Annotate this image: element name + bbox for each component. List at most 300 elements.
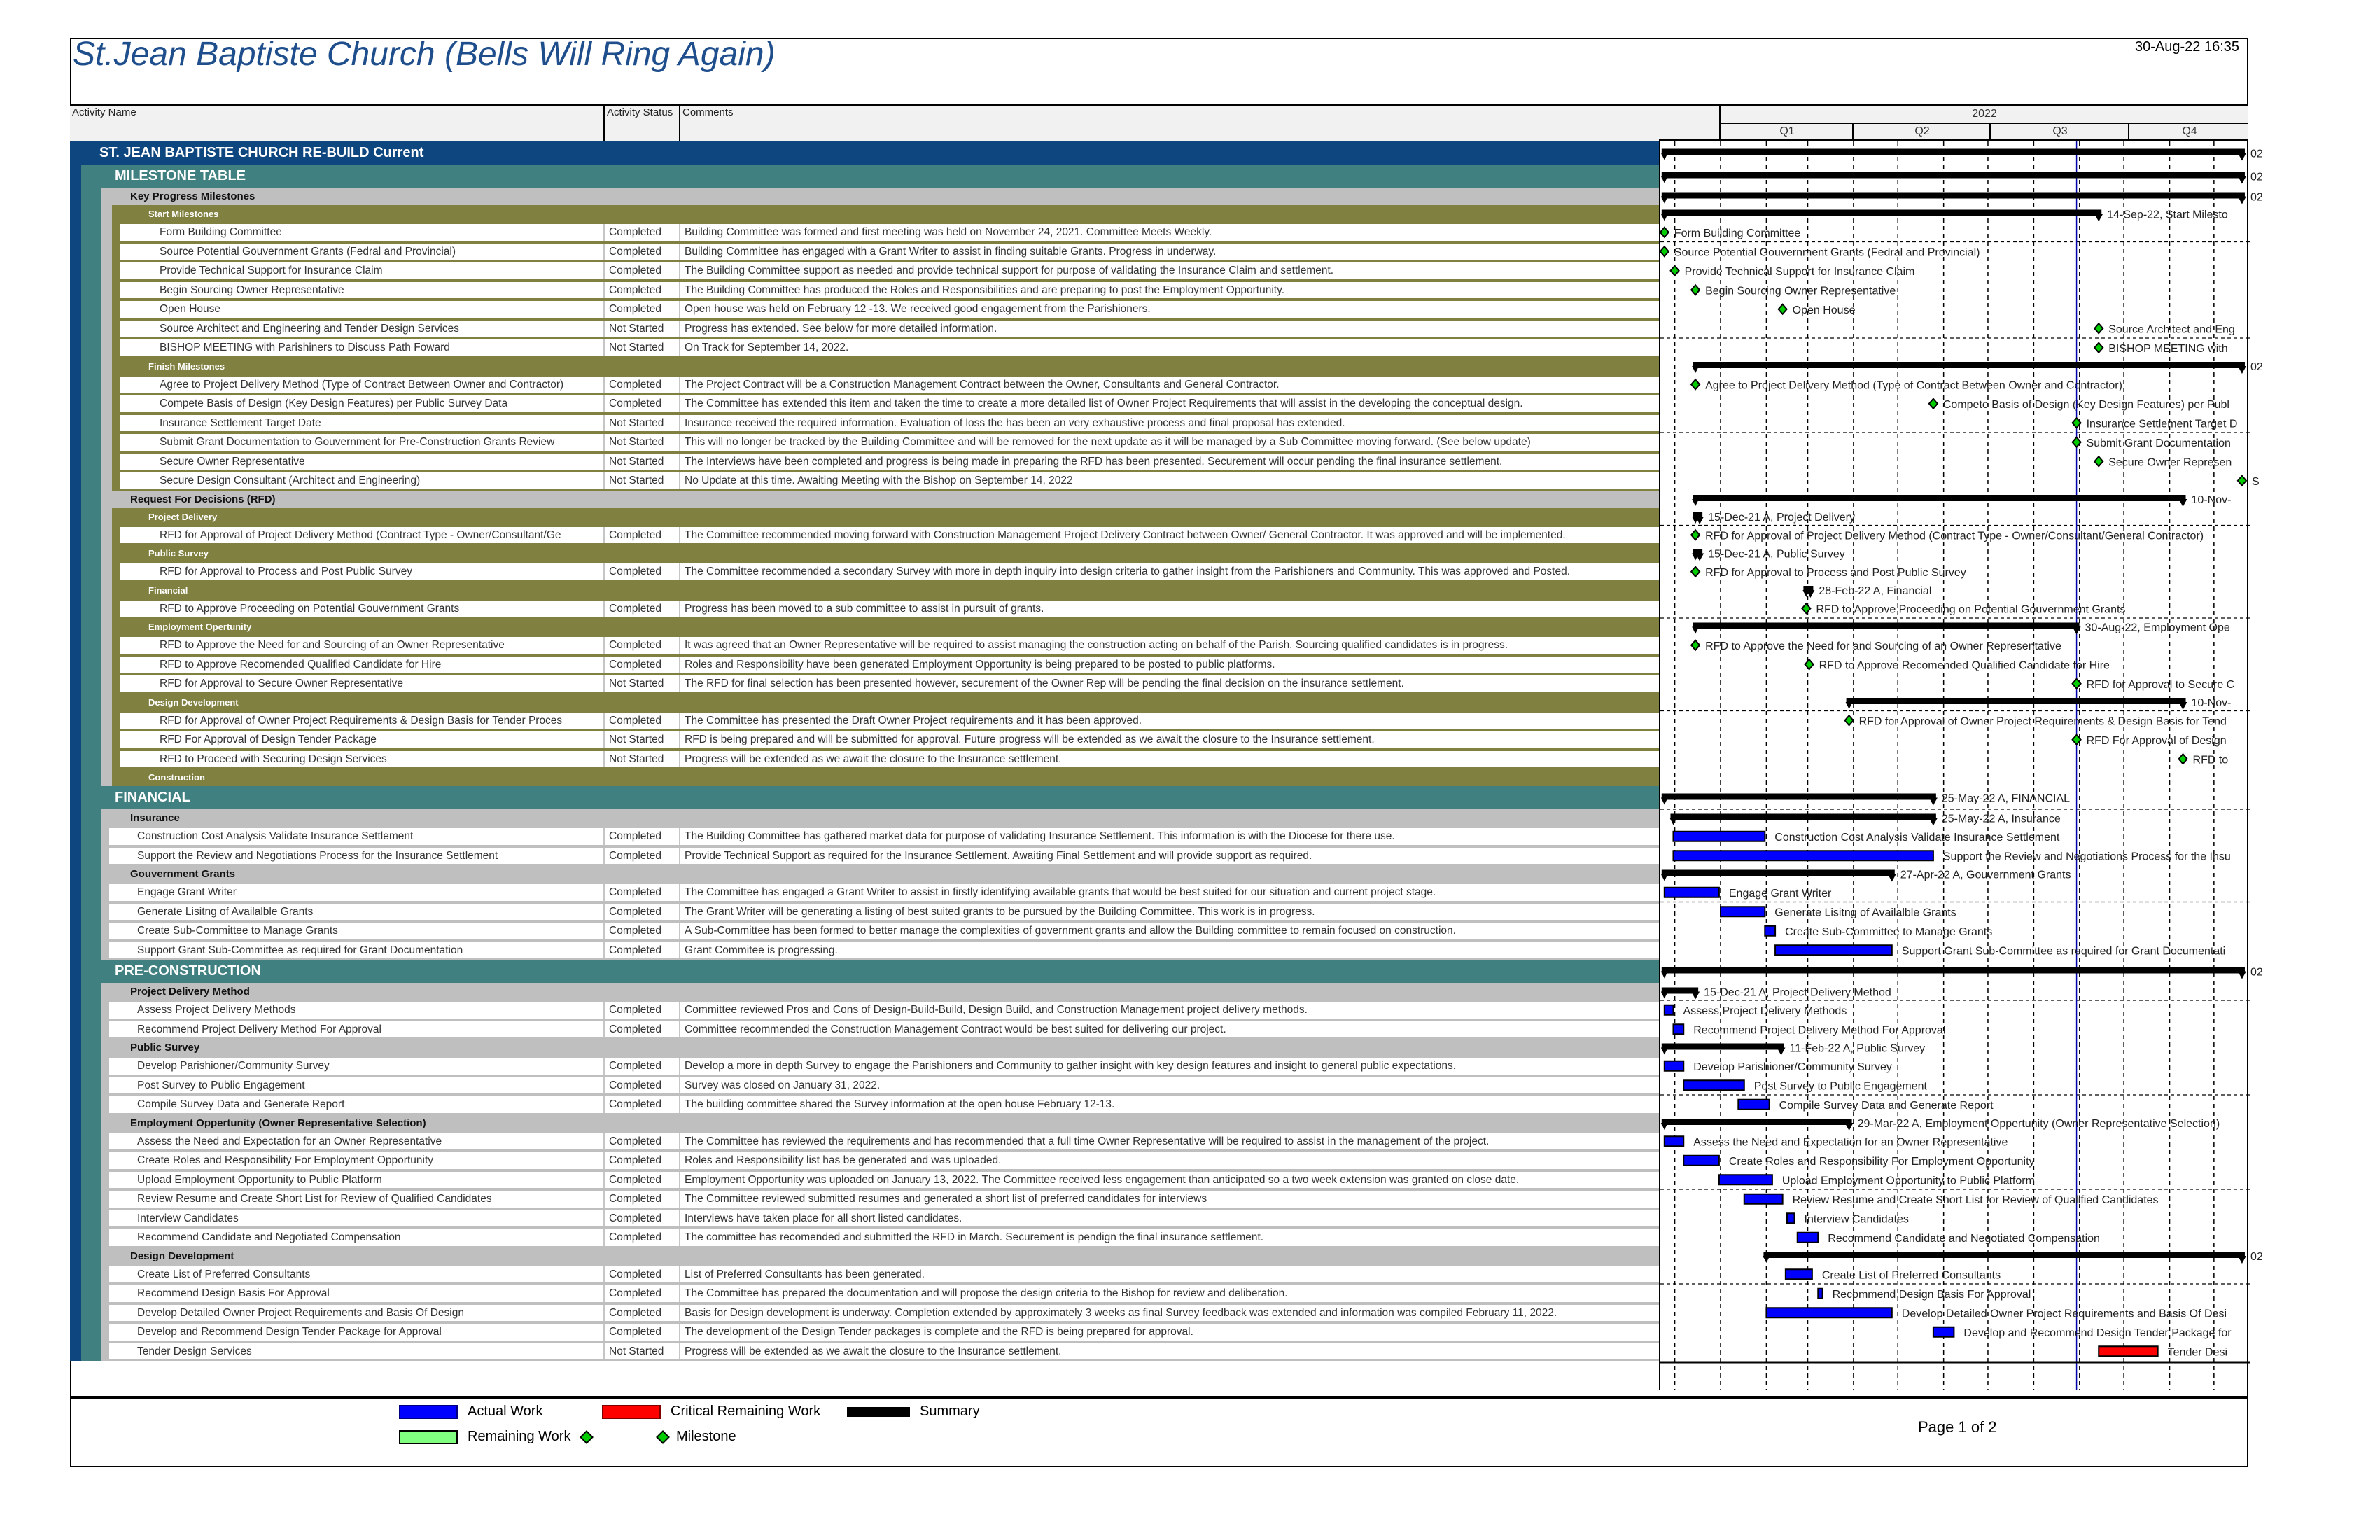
activity-row[interactable] [70,1228,1659,1247]
activity-comment: The Committee recommended a secondary Survey with more in depth inquiry into design criteria to gather insight from the Parishioners and Community. This was approved and Posted. [680,564,1659,580]
activity-name: Assess Project Delivery Methods [109,1002,605,1018]
wbs-name: Key Progress Milestones [130,190,255,202]
activity-status: Completed [605,828,680,845]
wbs-band [101,983,1659,1000]
milestone-diamond [2238,476,2246,486]
activity-name: Support the Review and Negotiations Process for the Insurance Settlement [109,848,605,864]
summary-label: 02 [2250,148,2263,160]
milestone-label: Submit Grant Documentation [2086,437,2231,449]
activity-name: RFD for Approval to Process and Post Public Survey [120,564,605,580]
column-header-activity-name[interactable]: Activity Name [70,106,605,141]
wbs-band [112,769,1659,786]
activity-row[interactable] [70,1056,1659,1076]
milestone-label: RFD to Approve the Need for and Sourcing of an Owner Representative [1705,640,2062,652]
activity-row[interactable] [70,338,1659,358]
summary-label: 10-Nov- [2191,494,2232,506]
wbs-band [101,1247,1659,1265]
activity-row[interactable] [70,414,1659,433]
milestone-diamond [1691,640,1700,650]
activity-status: Completed [605,564,680,580]
activity-comment: RFD is being prepared and will be submitted for approval. Future progress will be extended as we await the closure to the Insurance settlement. [680,732,1659,748]
milestone-label: RFD for Approval of Project Delivery Method (Contract Type - Owner/Consultant/General Contractor) [1705,530,2204,542]
gantt-chart [1659,141,2263,1390]
wbs-name: FINANCIAL [115,790,190,805]
activity-row[interactable] [70,471,1659,491]
bar-label: Tender Desi [2167,1346,2228,1359]
wbs-row-level-2[interactable] [70,1114,1659,1132]
wbs-name: PRE-CONSTRUCTION [115,963,261,979]
milestone-diamond [1691,285,1700,295]
activity-status: Completed [605,1096,680,1113]
activity-status: Completed [605,942,680,959]
actual-work-bar [1933,1327,1954,1337]
activity-row[interactable] [70,711,1659,731]
actual-work-swatch [399,1405,458,1419]
activity-comment: The Building Committee has gathered market data for purpose of validating Insurance Settlement. This information is with the Diocese for there use. [680,828,1659,845]
wbs-name: Project Delivery [148,511,218,522]
wbs-name: Insurance [130,812,180,824]
activity-comment: The Committee recommended moving forward with Construction Management Project Delivery Contract between Owner/ General Contractor. It was approved and will be implemented. [680,527,1659,544]
wbs-row-level-3[interactable] [70,508,1659,526]
activity-status: Completed [605,904,680,920]
summary-label: 02 [2250,171,2263,183]
activity-name: Form Building Committee [120,224,605,241]
column-header-comments[interactable]: Comments [682,106,734,118]
activity-status: Completed [605,1229,680,1246]
activity-status: Completed [605,884,680,901]
activity-table [70,141,1659,1361]
wbs-row-level-3[interactable] [70,694,1659,711]
actual-work-bar [1684,1156,1719,1166]
activity-name: Engage Grant Writer [109,884,605,901]
activity-row[interactable] [70,394,1659,414]
bar-label: Develop Parishioner/Community Survey [1693,1060,1892,1073]
summary-bar [1662,1119,1852,1125]
bar-label: Compile Survey Data and Generate Report [1779,1099,1994,1112]
activity-name: RFD for Approval of Owner Project Requirements & Design Basis for Tender Proces [120,713,605,729]
wbs-band [101,809,1659,827]
summary-start-cap [1692,499,1699,506]
activity-row[interactable] [70,730,1659,750]
activity-name: Submit Grant Documentation to Gouvernment for Pre-Construction Grants Review [120,434,605,451]
activity-comment: The Interviews have been completed and progress is being made in preparing the RFD has been presented. Securement will occur pending the final insurance settlement. [680,454,1659,470]
activity-row[interactable] [70,1265,1659,1284]
activity-row[interactable] [70,674,1659,694]
legend-item-summary [847,1402,980,1420]
summary-bar [1670,814,1935,820]
summary-bar [1662,967,2245,974]
activity-status: Completed [605,377,680,393]
activity-name: RFD to Approve Proceeding on Potential Gouvernment Grants [120,601,605,617]
summary-end-cap [2238,366,2246,374]
activity-status: Completed [605,1077,680,1094]
wbs-row-level-2[interactable] [70,491,1659,508]
wbs-row-level-2[interactable] [70,1247,1659,1265]
wbs-name: Finish Milestones [148,360,225,372]
milestone-label: Compete Basis of Design (Key Design Features) per Publ [1942,398,2230,411]
wbs-row-level-3[interactable] [70,769,1659,786]
activity-status: Completed [605,396,680,412]
activity-name: RFD For Approval of Design Tender Package [120,732,605,748]
activity-comment: Employment Opportunity was uploaded on January 13, 2022. The Committee received less engagement than anticipated so a two week extension was granted on close date. [680,1172,1659,1189]
activity-status: Not Started [605,1343,680,1360]
activity-comment: The Committee reviewed submitted resumes and generated a short list of preferred candidates for interviews [680,1191,1659,1208]
summary-label: 02 [2250,361,2263,373]
actual-work-bar [1684,1080,1744,1090]
remaining-work-swatch [399,1430,458,1444]
wbs-row-level-3[interactable] [70,358,1659,375]
activity-status: Completed [605,1172,680,1189]
wbs-row-level-3[interactable] [70,582,1659,599]
activity-comment: Grant Commitee is progressing. [680,942,1659,959]
activity-comment: List of Preferred Consultants has been generated. [680,1266,1659,1283]
activity-name: Provide Technical Support for Insurance Claim [120,262,605,279]
wbs-row-level-2[interactable] [70,188,1659,205]
activity-status: Completed [605,923,680,939]
wbs-row-level-3[interactable] [70,545,1659,562]
activity-row[interactable] [70,300,1659,319]
milestone-diamond [1691,530,1700,540]
activity-row[interactable] [70,223,1659,242]
activity-comment: Progress has extended. See below for more detailed information. [680,321,1659,337]
activity-row[interactable] [70,921,1659,941]
actual-work-bar [1765,926,1775,936]
wbs-band [112,508,1659,526]
activity-comment: Open house was held on February 12 -13. We received good engagement from the Parishioners. [680,301,1659,318]
bar-label: Generate Lisitng of Availalble Grants [1774,906,1956,919]
activity-status: Completed [605,244,680,260]
summary-start-cap [1661,972,1668,979]
wbs-name: Gouvernment Grants [130,868,236,880]
wbs-row-level-2[interactable] [70,809,1659,827]
activity-status: Completed [605,637,680,654]
summary-start-cap [1661,874,1668,881]
wbs-band [112,582,1659,599]
activity-row[interactable] [70,827,1659,846]
activity-comment: Building Committee was formed and first meeting was held on November 24, 2021. Committee Meets Weekly. [680,224,1659,241]
wbs-row-level-1[interactable] [70,786,1659,809]
wbs-name: Employment Opertunity [148,622,252,632]
milestone-label: RFD for Approval of Owner Project Requirements & Design Basis for Tend [1858,715,2227,728]
activity-name: Develop Detailed Owner Project Requirements and Basis Of Design [109,1305,605,1322]
actual-work-bar [1738,1100,1769,1110]
activity-name: RFD to Approve the Need for and Sourcing of an Owner Representative [120,637,605,654]
bar-label: Construction Cost Analysis Validate Insurance Settlement [1774,831,2060,844]
activity-comment: Develop a more in depth Survey to engage the Parishioners and Community to gather insight with key design features and insight to general public expectations. [680,1058,1659,1074]
milestone-diamond-icon [656,1430,670,1444]
wbs-band [112,694,1659,711]
wbs-row-level-1[interactable] [70,164,1659,188]
wbs-row-level-0[interactable] [70,141,1659,164]
milestone-diamond [1691,379,1700,389]
summary-end-cap [1888,874,1896,882]
bar-label: Support the Review and Negotiations Process for the Insu [1942,850,2231,863]
activity-status: Completed [605,601,680,617]
actual-work-bar [1719,1175,1772,1184]
summary-bar [1847,698,2186,704]
activity-row[interactable] [70,261,1659,281]
bar-label: Recommend Candidate and Negotiated Compensation [1828,1232,2100,1245]
summary-label: 11-Feb-22 A, Public Survey [1789,1042,1926,1055]
activity-status: Completed [605,713,680,729]
legend-label: Critical Remaining Work [671,1404,821,1419]
activity-status: Not Started [605,676,680,692]
bar-label: Assess Project Delivery Methods [1683,1004,1847,1017]
summary-label: 15-Dec-21 A, Public Survey [1708,548,1845,561]
summary-end-cap [1929,818,1938,826]
milestone-label: RFD to Approve Proceeding on Potential Gouvernment Grants [1816,603,2126,616]
milestone-label: BISHOP MEETING with [2108,342,2228,355]
report-title: St.Jean Baptiste Church (Bells Will Ring Again) [73,36,776,73]
summary-start-cap [1661,153,1668,160]
bar-label: Recommend Design Basis For Approval [1832,1288,2031,1301]
wbs-row-level-3[interactable] [70,618,1659,636]
activity-name: Compete Basis of Design (Key Design Features) per Public Survey Data [120,396,605,412]
summary-end-cap [1929,798,1938,806]
actual-work-bar [1673,1024,1684,1034]
summary-bar [1662,192,2245,199]
activity-row[interactable] [70,281,1659,300]
activity-row[interactable] [70,1189,1659,1209]
summary-label: 30-Aug-22, Employment Ope [2085,622,2230,634]
activity-row[interactable] [70,1322,1659,1342]
activity-comment: The building committee shared the Survey information at the open house February 12-13. [680,1096,1659,1113]
activity-status: Not Started [605,415,680,432]
activity-row[interactable] [70,883,1659,902]
summary-start-cap [1661,798,1668,805]
summary-bar [1662,794,1936,800]
milestone-label: RFD For Approval of Design [2086,734,2227,747]
milestone-diamond [1691,567,1700,577]
activity-name: Create List of Preferred Consultants [109,1266,605,1283]
summary-end-cap [2238,972,2246,979]
activity-row[interactable] [70,1342,1659,1362]
milestone-label: Source Architect and Eng [2108,323,2235,336]
activity-comment: The RFD for final selection has been presented however, securement of the Owner Rep will be pending the final decision on the insurance settlement. [680,676,1659,692]
activity-comment: The Project Contract will be a Construction Management Contract between the Owner, Consultants and General Contractor. [680,377,1659,393]
activity-status: Completed [605,262,680,279]
summary-end-cap [2094,214,2103,222]
activity-comment: Progress will be extended as we await the closure to the Insurance settlement. [680,1343,1659,1360]
milestone-diamond [2179,754,2188,764]
milestone-label: Provide Technical Support for Insurance Claim [1684,265,1915,278]
activity-comment: Survey was closed on January 31, 2022. [680,1077,1659,1094]
activity-name: Create Roles and Responsibility For Employment Opportunity [109,1152,605,1169]
summary-bar [1662,149,2245,155]
summary-end-cap [2179,702,2188,710]
activity-row[interactable] [70,941,1659,960]
activity-row[interactable] [70,902,1659,922]
summary-end-cap [1777,1048,1786,1056]
wbs-row-level-2[interactable] [70,983,1659,1000]
bar-label: Support Grant Sub-Committee as required for Grant Documentati [1901,945,2226,958]
activity-name: BISHOP MEETING with Parishiners to Discuss Path Foward [120,340,605,356]
activity-name: Insurance Settlement Target Date [120,415,605,432]
page-number: Page 1 of 2 [1918,1418,1997,1436]
activity-status: Completed [605,1285,680,1302]
legend-label: Remaining Work [468,1429,571,1444]
bar-label: Engage Grant Writer [1728,887,1832,899]
activity-row[interactable] [70,636,1659,655]
summary-start-cap [1661,1123,1668,1130]
wbs-band [81,164,1659,188]
activity-name: RFD for Approval to Secure Owner Representative [120,676,605,692]
activity-name: Support Grant Sub-Committee as required for Grant Documentation [109,942,605,959]
activity-comment: The Grant Writer will be generating a listing of best suited grants to be pursued by the Building Committee. This work is in progress. [680,904,1659,920]
summary-start-cap [1661,992,1668,999]
actual-work-bar [1775,945,1892,955]
activity-name: RFD for Approval of Project Delivery Method (Contract Type - Owner/Consultant/Ge [120,527,605,544]
summary-bar [1693,623,2079,629]
activity-comment: No Update at this time. Awaiting Meeting with the Bishop on September 14, 2022 [680,472,1659,489]
activity-name: Open House [120,301,605,318]
activity-row[interactable] [70,1076,1659,1096]
summary-label: 02 [2250,191,2263,204]
activity-name: Interview Candidates [109,1210,605,1227]
activity-comment: Roles and Responsibility have been generated Employment Opportunity is being prepared to be posted to public platforms. [680,657,1659,673]
summary-start-cap [1846,702,1853,709]
activity-status: Completed [605,282,680,299]
activity-row[interactable] [70,452,1659,472]
activity-row[interactable] [70,599,1659,619]
summary-bar [1662,1044,1784,1050]
actual-work-bar [1798,1233,1819,1242]
activity-status: Not Started [605,321,680,337]
activity-name: Agree to Project Delivery Method (Type of Contract Between Owner and Contractor) [120,377,605,393]
activity-row[interactable] [70,242,1659,262]
activity-row[interactable] [70,375,1659,395]
wbs-name: Construction [148,772,205,783]
summary-end-cap [1845,1123,1854,1130]
summary-bar [1662,870,1895,876]
summary-label: 28-Feb-22 A, Financial [1819,585,1932,597]
activity-row[interactable] [70,1095,1659,1114]
activity-row[interactable] [70,1151,1659,1170]
legend-item-milestone [658,1427,736,1446]
summary-bar [1662,210,2101,216]
summary-swatch [847,1407,910,1417]
milestone-label: Insurance Settlement Target D [2086,418,2238,430]
milestone-label: RFD for Approval to Process and Post Public Survey [1705,566,1966,579]
wbs-name: Start Milestones [148,209,219,219]
activity-row[interactable] [70,1132,1659,1152]
summary-start-cap [1692,366,1699,373]
bar-label: Interview Candidates [1804,1213,1909,1226]
actual-work-bar [1673,832,1765,841]
critical-remaining-bar [2099,1346,2157,1356]
wbs-name: Design Development [130,1250,234,1262]
summary-end-cap [2238,1256,2246,1264]
activity-name: Secure Design Consultant (Architect and Engineering) [120,472,605,489]
activity-status: Completed [605,1191,680,1208]
activity-name: Assess the Need and Expectation for an Owner Representative [109,1133,605,1150]
bar-label: Post Survey to Public Engagement [1754,1080,1928,1093]
activity-row[interactable] [70,750,1659,769]
activity-comment: Basis for Design development is underway. Completion extended by approximately 3 weeks as final Survey feedback was extended and information was compiled February 11, 2022. [680,1305,1659,1322]
legend-item-remaining-work [399,1427,592,1446]
activity-comment: The development of the Design Tender packages is complete and the RFD is being prepared for approval. [680,1324,1659,1340]
legend-item-actual-work [399,1402,542,1420]
activity-comment: The Committee has presented the Draft Owner Project requirements and it has been approved. [680,713,1659,729]
activity-status: Not Started [605,732,680,748]
activity-name: Upload Employment Opportunity to Public Platform [109,1172,605,1189]
milestone-diamond [2094,323,2103,333]
activity-status: Completed [605,1210,680,1227]
summary-bar [1662,172,2245,178]
activity-comment: Committee recommended the Construction Management Contract would be best suited for delivering our project. [680,1021,1659,1038]
milestone-label: Source Potential Gouvernment Grants (Fedral and Provincial) [1674,246,1980,259]
milestone-diamond [1671,266,1679,276]
activity-comment: Roles and Responsibility list has be generated and was uploaded. [680,1152,1659,1169]
milestone-diamond [1845,715,1854,725]
bar-label: Assess the Need and Expectation for an Owner Representative [1693,1136,2008,1149]
activity-name: Review Resume and Create Short List for Review of Qualified Candidates [109,1191,605,1208]
milestone-diamond [1660,227,1669,237]
milestone-diamond [2094,343,2103,353]
wbs-row-level-2[interactable] [70,1039,1659,1056]
wbs-name: Public Survey [148,548,209,559]
timeline-quarter: Q3 [1989,124,2129,139]
milestone-label: Form Building Committee [1674,227,1801,239]
activity-row[interactable] [70,562,1659,582]
wbs-row-level-2[interactable] [70,865,1659,883]
milestone-diamond [2094,456,2103,466]
activity-comment: Insurance received the required information. Evaluation of loss the has been an very exhaustive process and final proposal has extended. [680,415,1659,432]
activity-status: Completed [605,1266,680,1283]
timeline-quarter: Q4 [2128,124,2250,139]
wbs-row-level-1[interactable] [70,960,1659,983]
timeline-quarter: Q1 [1719,124,1854,139]
milestone-label: Secure Owner Represen [2108,456,2232,469]
actual-work-bar [1665,1061,1684,1071]
activity-row[interactable] [70,1020,1659,1040]
summary-end-cap [2179,499,2188,507]
activity-name: Construction Cost Analysis Validate Insurance Settlement [109,828,605,845]
activity-row[interactable] [70,1000,1659,1020]
activity-row[interactable] [70,526,1659,545]
activity-status: Completed [605,1133,680,1150]
column-header-activity-status[interactable]: Activity Status [605,106,680,141]
activity-row[interactable] [70,846,1659,866]
bar-label: Develop and Recommend Design Tender Package for [1963,1326,2232,1339]
column-header-row [70,104,1660,143]
summary-start-cap [1763,1256,1770,1263]
wbs-band [112,205,1659,223]
activity-name: RFD to Proceed with Securing Design Services [120,751,605,768]
activity-row[interactable] [70,1170,1659,1190]
activity-row[interactable] [70,1303,1659,1323]
milestone-diamond [2073,679,2081,689]
summary-label: 25-May-22 A, FINANCIAL [1941,792,2071,805]
wbs-name: Design Development [148,696,239,708]
activity-row[interactable] [70,319,1659,339]
bar-label: Create Sub-Committee to Manage Grants [1785,925,1993,938]
milestone-label: RFD to Approve Recomended Qualified Candidate for Hire [1819,659,2110,672]
wbs-band [101,1039,1659,1056]
activity-comment: It was agreed that an Owner Representative will be required to assist managing the construction acting on behalf of the Parish. Sourcing qualified candidates is in progress. [680,637,1659,654]
wbs-row-level-3[interactable] [70,205,1659,223]
activity-row[interactable] [70,433,1659,452]
activity-name: Source Potential Gouvernment Grants (Fedral and Provincial) [120,244,605,260]
activity-name: Generate Lisitng of Availalble Grants [109,904,605,920]
wbs-name: MILESTONE TABLE [115,168,246,183]
activity-row[interactable] [70,655,1659,675]
activity-row[interactable] [70,1209,1659,1228]
wbs-band [112,545,1659,562]
summary-start-cap [1692,627,1699,634]
milestone-label: Open House [1792,304,1856,316]
activity-row[interactable] [70,1284,1659,1303]
